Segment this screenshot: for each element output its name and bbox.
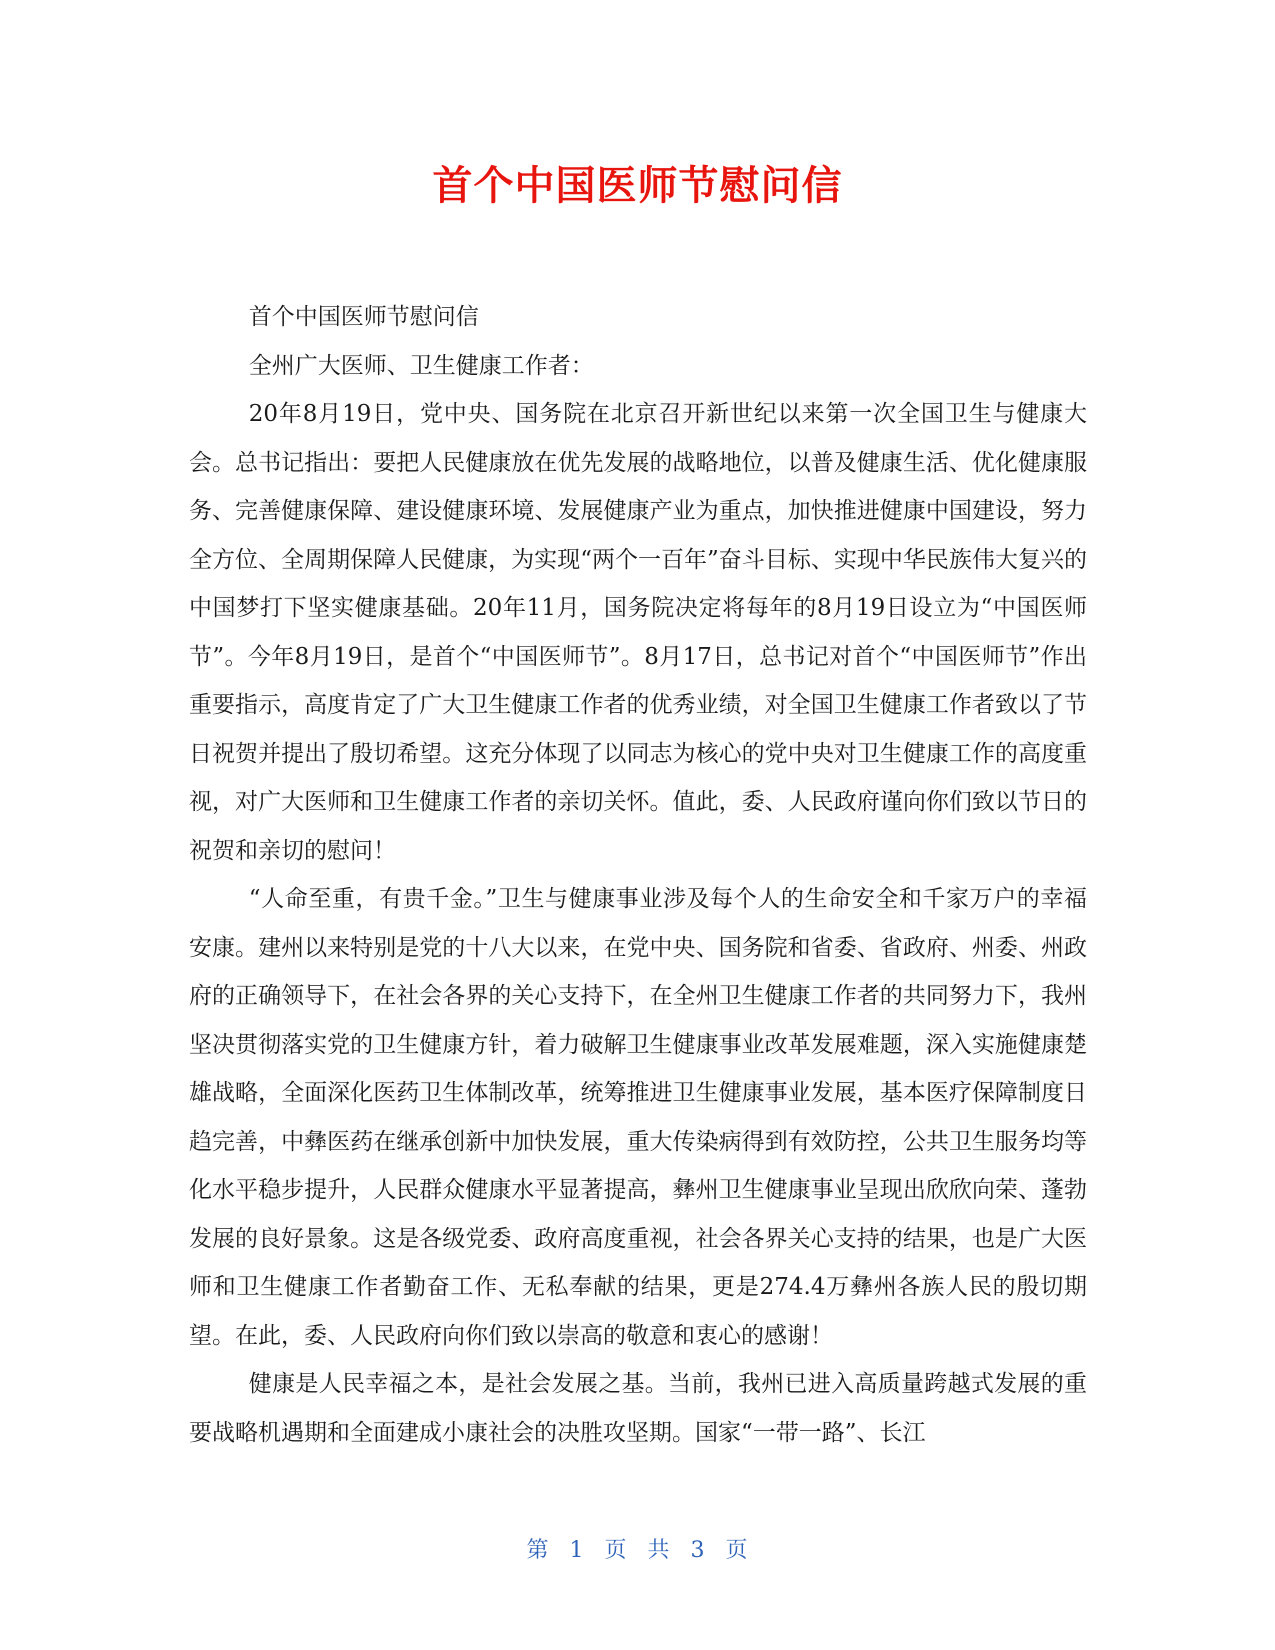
paragraph-body-1: 20年8月19日，党中央、国务院在北京召开新世纪以来第一次全国卫生与健康大会。总书记指出：要把人民健康放在优先发展的战略地位，以普及健康生活、优化健康服务、完善健康保障、建设健康环境、发展健康产业为重点，加快推进健康中国建设，努力全方位、全周期保障人民健康，为实现“两个一百年”奋斗目标、实现中华民族伟大复兴的中国梦打下坚实健康基础。20年11月，国务院决定将每年的8月19日设立为“中国医师节”。今年8月19日，是首个“中国医师节”。8月17日，总书记对首个“中国医师节”作出重要指示，高度肯定了广大卫生健康工作者的优秀业绩，对全国卫生健康工作者致以了节日祝贺并提出了殷切希望。这充分体现了以同志为核心的党中央对卫生健康工作的高度重视，对广大医师和卫生健康工作者的亲切关怀。值此，委、人民政府谨向你们致以节日的祝贺和亲切的慰问！ [189,401,1087,864]
document-body [189,293,1087,1457]
paragraph-body-2: “人命至重，有贵千金。”卫生与健康事业涉及每个人的生命安全和千家万户的幸福安康。建州以来特别是党的十八大以来，在党中央、国务院和省委、省政府、州委、州政府的正确领导下，在社会各界的关心支持下，在全州卫生健康工作者的共同努力下，我州坚决贯彻落实党的卫生健康方针，着力破解卫生健康事业改革发展难题，深入实施健康楚雄战略，全面深化医药卫生体制改革，统筹推进卫生健康事业发展，基本医疗保障制度日趋完善，中彝医药在继承创新中加快发展，重大传染病得到有效防控，公共卫生服务均等化水平稳步提升，人民群众健康水平显著提高，彝州卫生健康事业呈现出欣欣向荣、蓬勃发展的良好景象。这是各级党委、政府高度重视，社会各界关心支持的结果，也是广大医师和卫生健康工作者勤奋工作、无私奉献的结果，更是274.4万彝州各族人民的殷切期望。在此，委、人民政府向你们致以崇高的敬意和衷心的感谢！ [189,886,1087,1349]
paragraph-body-3: 健康是人民幸福之本，是社会发展之基。当前，我州已进入高质量跨越式发展的重要战略机遇期和全面建成小康社会的决胜攻坚期。国家“一带一路”、长江 [189,1371,1087,1446]
page-number-footer: 第 1 页 共 3 页 [526,1538,749,1563]
document-title: 首个中国医师节慰问信 [432,163,843,209]
paragraph-salutation: 全州广大医师、卫生健康工作者： [248,352,594,379]
paragraph-heading: 首个中国医师节慰问信 [248,304,479,330]
